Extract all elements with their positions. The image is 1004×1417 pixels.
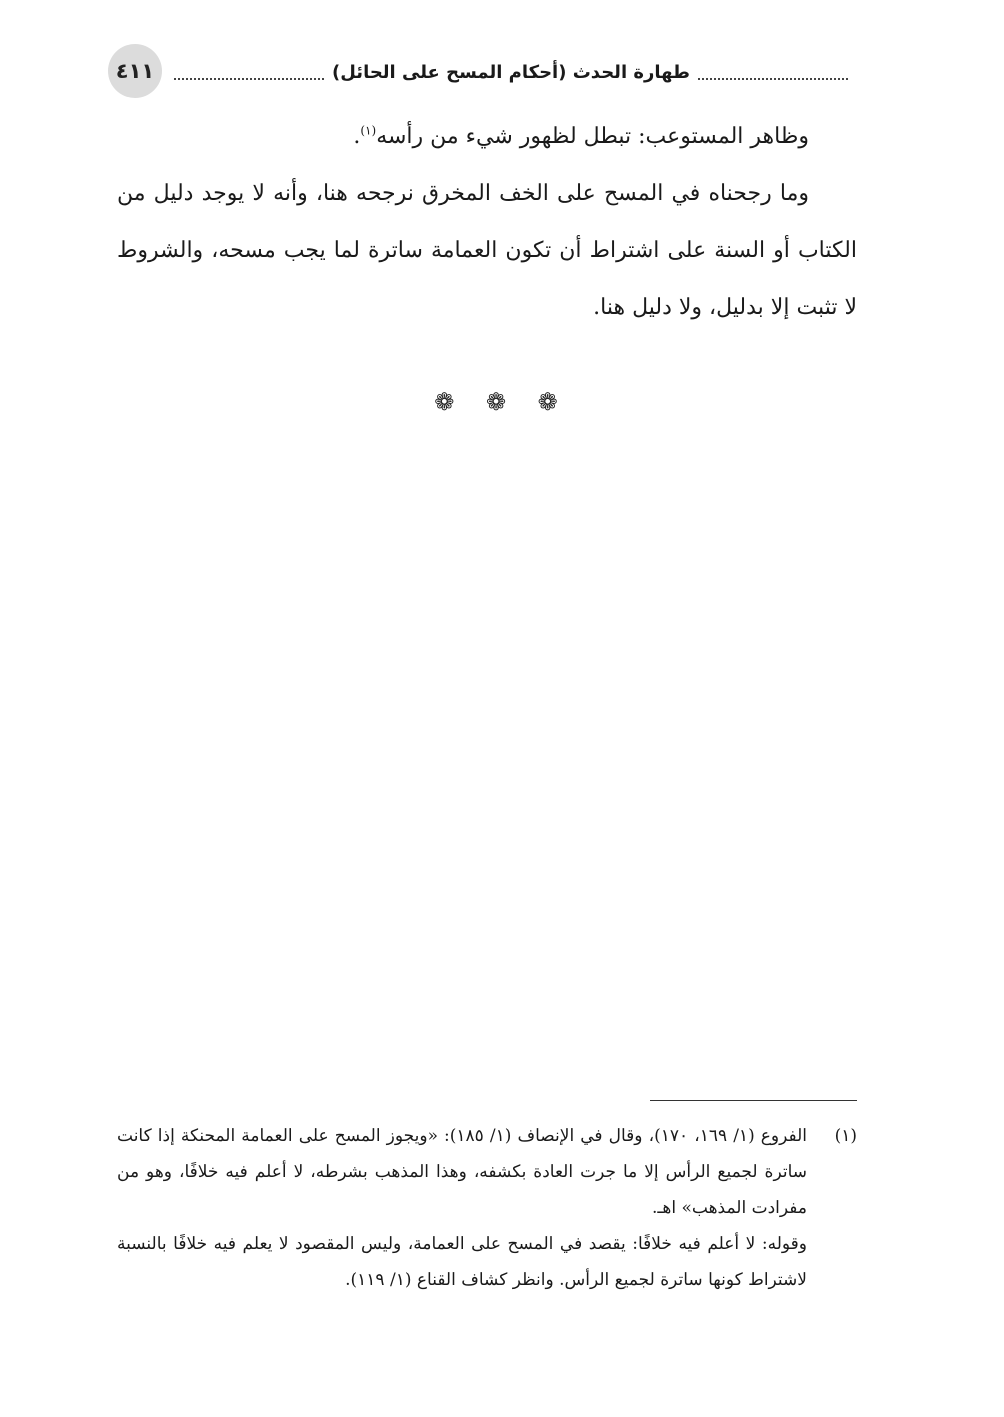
paragraph-1-text: وظاهر المستوعب: تبطل لظهور شيء من رأسه (376, 124, 809, 149)
footnote-1-paragraph-2: وقوله: لا أعلم فيه خلافًا: يقصد في المسح على العمامة، وليس المقصود لا يعلم فيه خلافًا بالنسبة لاشتراط كونها ساترة لجميع الرأس. وانظر كشاف القناع (١/ ١١٩). (117, 1234, 807, 1290)
main-text (117, 108, 857, 336)
paragraph-1-end: . (353, 124, 361, 149)
paragraph-1 (117, 108, 857, 165)
footnote-separator-line (650, 1100, 857, 1101)
footnotes (117, 1118, 857, 1298)
header-title-line (174, 58, 848, 86)
running-header (108, 44, 848, 96)
footnote-1 (117, 1118, 857, 1298)
footnote-marker: (١) (834, 1126, 857, 1146)
paragraph-2: وما رجحناه في المسح على الخف المخرق نرجحه هنا، وأنه لا يوجد دليل من الكتاب أو السنة على اشتراط أن تكون العمامة ساترة لما يجب مسحه، والشروط لا تثبت إلا بدليل، ولا دليل هنا. (117, 181, 857, 320)
footnote-ref-1[interactable]: (١) (360, 123, 377, 138)
leader-dots-right (698, 64, 848, 80)
page-number-badge: ٤١١ (108, 44, 162, 98)
leader-dots-left (174, 64, 324, 80)
section-separator-stars: ❁ ❁ ❁ (434, 388, 570, 416)
chapter-title: طهارة الحدث (أحكام المسح على الحائل) (332, 61, 690, 83)
footnote-1-paragraph-1: الفروع (١/ ١٦٩، ١٧٠)، وقال في الإنصاف (١/ ١٨٥): «ويجوز المسح على العمامة المحنكة إذا كانت ساترة لجميع الرأس إلا ما جرت العادة بكشفه، وهذا المذهب بشرطه، لا أعلم فيه خلافًا، وهو من مفرادت المذهب» اهـ. (117, 1126, 808, 1218)
